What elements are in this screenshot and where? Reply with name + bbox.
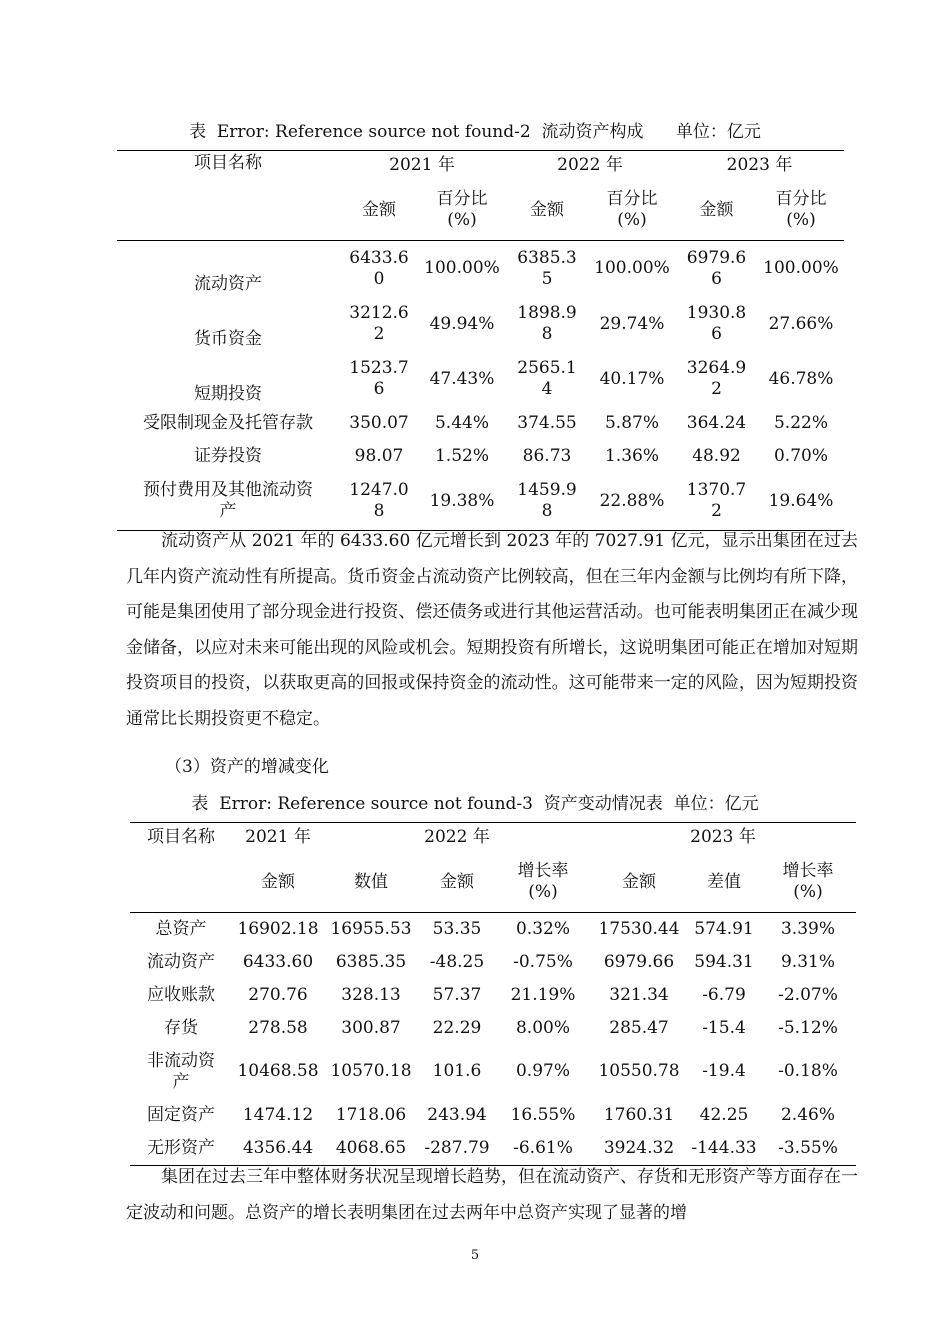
cell-value: 0.70% <box>773 445 828 466</box>
table-row <box>130 1045 856 1099</box>
subheader-amount: 金额 <box>261 871 295 892</box>
cell-value: 98.07 <box>354 445 404 466</box>
cell-value: -287.79 <box>424 1137 490 1158</box>
table-row <box>117 352 844 407</box>
cell-value: 364.24 <box>686 412 747 433</box>
cell-value: 1247.0 8 <box>349 480 409 522</box>
row-label: 预付费用及其他流动资 产 <box>143 480 313 522</box>
current-assets-table <box>117 150 844 531</box>
cell-value: 100.00% <box>763 258 839 279</box>
cell-value: 5.87% <box>604 412 659 433</box>
header-year-2023: 2023 年 <box>726 155 793 176</box>
subheader-growth-rate: 增长率 (%) <box>517 861 569 903</box>
subheader-amount: 金额 <box>699 199 734 220</box>
section-heading: （3）资产的增减变化 <box>165 757 329 777</box>
cell-value: 27.66% <box>768 313 834 334</box>
table-row <box>117 473 844 531</box>
header-item-name: 项目名称 <box>147 827 215 848</box>
cell-value: 374.55 <box>517 412 577 433</box>
subheader-amount: 金额 <box>440 871 474 892</box>
analysis-paragraph-1: 流动资产从 2021 年的 6433.60 亿元增长到 2023 年的 7027.91 亿元，显示出集团在过去几年内资产流动性有所提高。货币资金占流动资产比例较高，但在三年内金额与比例均有所下降，可能是集团使用了部分现金进行投资、偿还债务或进行其他运营活动。也可能表明集团正在减少现金储备，以应对未来可能出现的风险或机会。短期投资有所增长，这说明集团可能正在增加对短期投资项目的投资，以获取更高的回报或保持资金的流动性。这可能带来一定的风险，因为短期投资通常比长期投资更不稳定。 <box>126 531 858 729</box>
cell-value: 10468.58 <box>237 1061 319 1081</box>
cell-value: 1760.31 <box>603 1104 675 1125</box>
analysis-paragraph-2: 集团在过去三年中整体财务状况呈现增长趋势，但在流动资产、存货和无形资产等方面存在一定波动和问题。总资产的增长表明集团在过去两年中总资产实现了显著的增 <box>126 1167 858 1223</box>
header-year-2022: 2022 年 <box>424 827 490 848</box>
cell-value: 4068.65 <box>335 1137 407 1158</box>
row-label: 受限制现金及托管存款 <box>143 412 313 433</box>
cell-value: 10550.78 <box>598 1061 680 1081</box>
cell-value: 1.36% <box>604 445 659 466</box>
cell-value: 3.39% <box>780 918 835 939</box>
row-label: 证券投资 <box>194 445 262 466</box>
cell-value: 6385.35 <box>335 951 407 972</box>
cell-value: 0.97% <box>515 1061 570 1081</box>
cell-value: 1718.06 <box>335 1104 407 1125</box>
cell-value: 285.47 <box>609 1017 669 1038</box>
cell-value: 4356.44 <box>242 1137 314 1158</box>
cell-value: -144.33 <box>691 1137 757 1158</box>
cell-value: 5.22% <box>773 412 828 433</box>
row-label: 流动资产 <box>147 951 215 972</box>
cell-value: -2.07% <box>778 984 838 1005</box>
table-row <box>117 407 844 440</box>
row-label: 固定资产 <box>147 1104 215 1125</box>
table1-caption: 表 Error: Reference source not found-2 流动资产构成 单位：亿元 <box>189 122 761 142</box>
table-row <box>130 1012 856 1045</box>
row-label: 货币资金 <box>194 328 262 349</box>
cell-value: 22.88% <box>599 490 665 511</box>
cell-value: 53.35 <box>432 918 482 939</box>
row-label: 流动资产 <box>194 273 262 294</box>
cell-value: 321.34 <box>609 984 669 1005</box>
cell-value: 100.00% <box>594 258 670 279</box>
header-year-2021: 2021 年 <box>245 827 311 848</box>
cell-value: 86.73 <box>522 445 572 466</box>
cell-value: 2565.1 4 <box>517 358 577 399</box>
table-row <box>117 241 844 297</box>
cell-value: 10570.18 <box>330 1061 412 1081</box>
cell-value: 5.44% <box>434 412 489 433</box>
cell-value: 6385.3 5 <box>517 247 577 289</box>
table-row <box>130 1099 856 1132</box>
cell-value: 19.38% <box>429 490 495 511</box>
subheader-percent: 百分比 (%) <box>775 189 827 231</box>
header-year-2023: 2023 年 <box>690 827 756 848</box>
table2-caption: 表 Error: Reference source not found-3 资产变动情况表 单位：亿元 <box>191 794 759 814</box>
cell-value: 3264.9 2 <box>686 358 747 399</box>
cell-value: 300.87 <box>341 1017 401 1038</box>
cell-value: -48.25 <box>429 951 485 972</box>
cell-value: 6979.6 6 <box>686 247 747 289</box>
cell-value: 3924.32 <box>603 1137 675 1158</box>
table-row <box>117 297 844 352</box>
cell-value: 29.74% <box>599 313 665 334</box>
cell-value: 1474.12 <box>242 1104 314 1125</box>
cell-value: 19.64% <box>768 490 834 511</box>
table-row <box>130 913 856 946</box>
cell-value: 48.92 <box>692 445 741 466</box>
cell-value: -5.12% <box>778 1017 838 1038</box>
subheader-percent: 百分比 (%) <box>606 189 658 231</box>
cell-value: 6433.6 0 <box>349 247 409 289</box>
row-label: 总资产 <box>155 918 207 939</box>
cell-value: 40.17% <box>599 368 665 389</box>
cell-value: 350.07 <box>349 412 409 433</box>
cell-value: 1898.9 8 <box>517 303 577 344</box>
subheader-percent: 百分比 (%) <box>436 189 488 231</box>
subheader-amount: 金额 <box>362 199 396 220</box>
cell-value: 6979.66 <box>603 951 675 972</box>
cell-value: -19.4 <box>702 1061 746 1081</box>
cell-value: 22.29 <box>432 1017 482 1038</box>
cell-value: 2.46% <box>780 1104 835 1125</box>
cell-value: -0.18% <box>778 1061 838 1081</box>
cell-value: 21.19% <box>510 984 576 1005</box>
page-number: 5 <box>470 1248 480 1263</box>
cell-value: 46.78% <box>768 368 834 389</box>
cell-value: 3212.6 2 <box>349 303 409 344</box>
cell-value: -0.75% <box>513 951 573 972</box>
cell-value: -3.55% <box>778 1137 838 1158</box>
cell-value: 270.76 <box>248 984 308 1005</box>
cell-value: 574.91 <box>694 918 754 939</box>
cell-value: 101.6 <box>432 1061 482 1081</box>
cell-value: 9.31% <box>780 951 835 972</box>
cell-value: 16902.18 <box>237 918 319 939</box>
subheader-growth-rate: 增长率 (%) <box>782 861 834 903</box>
cell-value: 6433.60 <box>242 951 314 972</box>
cell-value: -15.4 <box>702 1017 746 1038</box>
cell-value: 278.58 <box>248 1017 308 1038</box>
cell-value: 17530.44 <box>598 918 680 939</box>
row-label: 非流动资 产 <box>147 1050 215 1092</box>
row-label: 短期投资 <box>194 383 262 404</box>
cell-value: 1370.7 2 <box>686 480 747 522</box>
row-label: 存货 <box>164 1017 198 1038</box>
subheader-value: 数值 <box>354 871 388 892</box>
header-year-2022: 2022 年 <box>557 155 623 176</box>
subheader-amount: 金额 <box>622 871 656 892</box>
subheader-difference: 差值 <box>707 871 741 892</box>
cell-value: 16955.53 <box>330 918 412 939</box>
cell-value: 8.00% <box>515 1017 570 1038</box>
cell-value: 1930.8 6 <box>686 303 747 344</box>
table-row <box>130 946 856 979</box>
cell-value: 594.31 <box>694 951 754 972</box>
cell-value: 100.00% <box>424 258 500 279</box>
cell-value: 328.13 <box>341 984 401 1005</box>
row-label: 应收账款 <box>147 984 215 1005</box>
cell-value: 47.43% <box>429 368 495 389</box>
header-item-name: 项目名称 <box>194 153 262 173</box>
cell-value: 1523.7 6 <box>349 358 409 399</box>
cell-value: 42.25 <box>699 1104 749 1125</box>
table-row <box>117 440 844 473</box>
table-row <box>130 979 856 1012</box>
cell-value: 1459.9 8 <box>517 480 577 522</box>
cell-value: 1.52% <box>434 445 489 466</box>
cell-value: -6.61% <box>513 1137 573 1158</box>
cell-value: 16.55% <box>510 1104 576 1125</box>
asset-change-table <box>130 822 856 1166</box>
cell-value: -6.79 <box>702 984 746 1005</box>
cell-value: 243.94 <box>427 1104 487 1125</box>
subheader-amount: 金额 <box>530 199 564 220</box>
cell-value: 0.32% <box>515 918 570 939</box>
cell-value: 49.94% <box>429 313 495 334</box>
header-year-2021: 2021 年 <box>389 155 455 176</box>
cell-value: 57.37 <box>432 984 482 1005</box>
row-label: 无形资产 <box>147 1137 215 1158</box>
